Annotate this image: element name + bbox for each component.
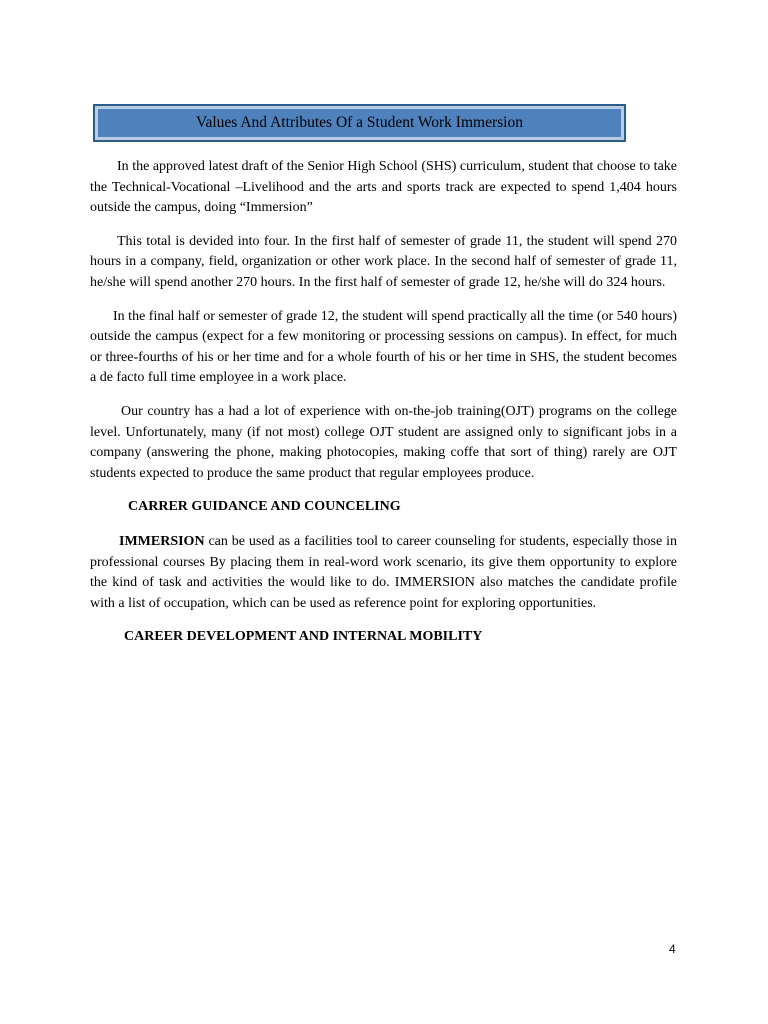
section-title: Values And Attributes Of a Student Work Immersion	[99, 110, 620, 136]
heading-career-guidance: CARRER GUIDANCE AND COUNCELING	[128, 499, 401, 515]
paragraph-immersion-tool	[90, 532, 677, 614]
paragraph-hours-breakdown: This total is devided into four. In the first half of semester of grade 11, the student will spend 270 hours in a company, field, organization or other work place. In the second half of semester of grade 11, he/she will spend another 270 hours. In the first half of semester of grade 12, he/she will do 324 hours.	[90, 233, 677, 290]
immersion-body-text: can be used as a facilities tool to career counseling for students, especially those in professional courses By placing them in real-word work scenario, its give them opportunity to explore the kind of task and activities the would like to do. IMMERSION also matches the candidate profile with a list of occupation, which can be used as reference point for exploring opportunities.	[90, 533, 677, 611]
paragraph-final-half: In the final half or semester of grade 12, the student will spend practically all the time (or 540 hours) outside the campus (expect for a few monitoring or processing sessions on campus). In effect, for much or three-fourths of his or her time and for a whole fourth of his or her time in SHS, the student becomes a de facto full time employee in a work place.	[90, 308, 677, 386]
document-body	[90, 157, 677, 662]
paragraph-ojt-experience: Our country has a had a lot of experience with on-the-job training(OJT) programs on the college level. Unfortunately, many (if not most) college OJT student are assigned only to significant jobs in a company (answering the phone, making photocopies, making coffe that sort of thing) rarely are OJT students expected to produce the same product that regular employees produce.	[90, 403, 677, 481]
immersion-lead-text: IMMERSION	[119, 533, 205, 549]
page-number: 4	[669, 942, 676, 956]
section-title-box	[93, 104, 626, 142]
paragraph-immersion-hours: In the approved latest draft of the Senior High School (SHS) curriculum, student that choose to take the Technical-Vocational –Livelihood and the arts and sports track are expected to spend 1,404 hours outside the campus, doing “Immersion”	[90, 159, 677, 216]
heading-career-development: CAREER DEVELOPMENT AND INTERNAL MOBILITY	[124, 629, 483, 645]
